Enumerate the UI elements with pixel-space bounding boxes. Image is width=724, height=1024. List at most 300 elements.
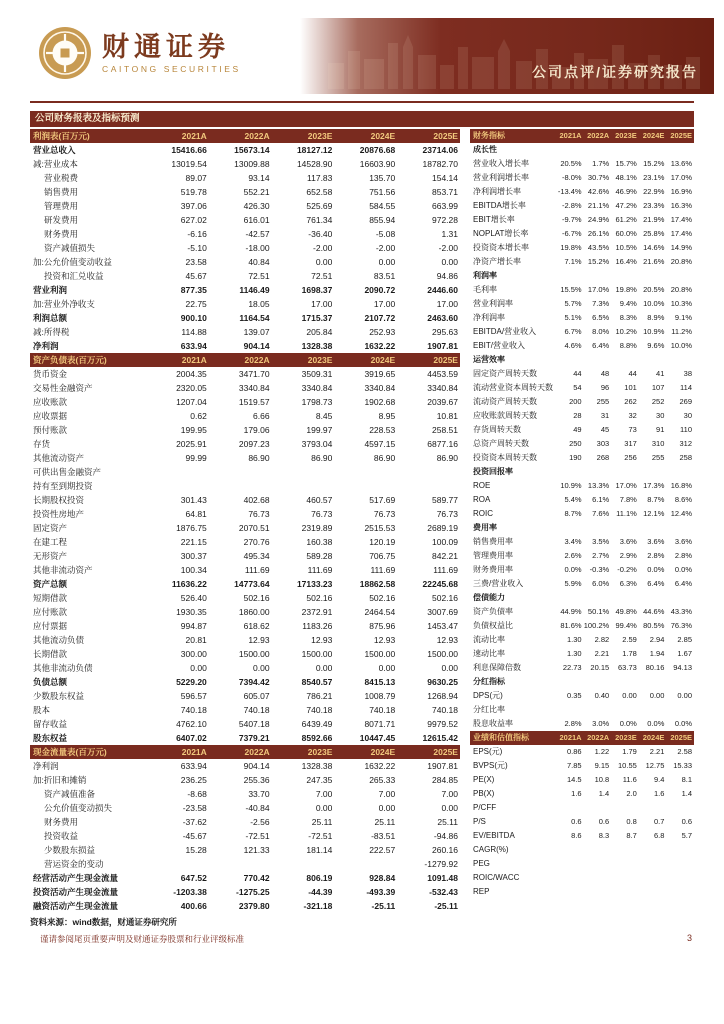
cell-value: 252.93: [369, 327, 396, 337]
cell-value: 26.1%: [587, 229, 610, 238]
cell-value: 751.56: [369, 187, 396, 197]
cell-value: 525.69: [306, 201, 333, 211]
cell-value: 3340.84: [301, 383, 333, 393]
cell-value: 11.2%: [671, 327, 692, 336]
cell-value: [666, 675, 694, 689]
table-row: [30, 577, 460, 591]
cell-value: [666, 269, 694, 283]
table-row: [30, 479, 460, 493]
cell-value: [584, 843, 612, 857]
row-label: 利润率: [473, 271, 497, 280]
row-label: 其他非流动负债: [33, 663, 93, 673]
cell-value: 517.69: [369, 495, 396, 505]
cell-value: 16.4%: [615, 257, 637, 266]
cell-value: -37.62: [182, 817, 207, 827]
table-section-header-row: [470, 731, 694, 745]
row-label: 分红指标: [473, 677, 505, 686]
row-label: PB(X): [473, 789, 495, 798]
cell-value: 258: [679, 453, 692, 462]
cell-value: [584, 521, 612, 535]
cell-value: 160.38: [306, 537, 333, 547]
row-label: 其他流动负债: [33, 635, 85, 645]
cell-value: [146, 479, 209, 493]
cell-value: 111.69: [433, 565, 458, 575]
table-row: [470, 283, 694, 297]
cell-value: 7.3%: [592, 299, 610, 308]
cell-value: 5.4%: [564, 495, 582, 504]
cell-value: 0.00: [378, 257, 396, 267]
cell-value: [584, 885, 612, 899]
row-label: 可供出售金融资产: [33, 467, 102, 477]
row-label: 交易性金融资产: [33, 383, 93, 393]
cell-value: 842.21: [431, 551, 458, 561]
year-column-header: 2022A: [587, 131, 610, 140]
cell-value: 552.21: [243, 187, 270, 197]
row-label: 短期借款: [33, 593, 68, 603]
cell-value: [666, 801, 694, 815]
cell-value: 1907.81: [427, 761, 458, 771]
cell-value: [334, 857, 397, 871]
cell-value: 15.7%: [615, 159, 637, 168]
row-label: 减:营业成本: [33, 159, 78, 169]
page-title: 公司财务报表及指标预测: [30, 111, 694, 127]
cell-value: [272, 465, 335, 479]
table-row: [470, 297, 694, 311]
cell-value: 31: [600, 411, 610, 420]
cell-value: 120.19: [369, 537, 396, 547]
cell-value: 10.55: [618, 761, 637, 770]
cell-value: 2.21: [649, 747, 665, 756]
row-label: 销售费用: [44, 187, 79, 197]
cell-value: 295.63: [431, 327, 458, 337]
cell-value: 1698.37: [301, 285, 333, 295]
cell-value: 6877.16: [427, 439, 458, 449]
cell-value: 255: [651, 453, 665, 462]
cell-value: 596.57: [180, 691, 207, 701]
row-label: 营业收入增长率: [473, 159, 529, 168]
cell-value: 3.0%: [592, 719, 610, 728]
cell-value: 107: [651, 383, 665, 392]
cell-value: 48.1%: [615, 173, 637, 182]
row-label: 投资回报率: [473, 467, 513, 476]
cell-value: 9.6%: [647, 341, 665, 350]
table-row: [30, 297, 460, 311]
cell-value: 7.00: [441, 789, 458, 799]
cell-value: -5.08: [375, 229, 396, 239]
cell-value: 18127.12: [296, 145, 333, 155]
cell-value: 269: [679, 397, 692, 406]
cell-value: 1.30: [566, 635, 582, 644]
cell-value: 139.07: [243, 327, 270, 337]
table-row: [470, 871, 694, 885]
cell-value: 11.1%: [616, 509, 637, 518]
cell-value: 15.33: [673, 761, 692, 770]
row-label: REP: [473, 887, 490, 896]
cell-value: 972.28: [431, 215, 458, 225]
row-label: 加:营业外净收支: [33, 299, 95, 309]
cell-value: 400.66: [180, 901, 207, 911]
table-row: [30, 871, 460, 885]
cell-value: [397, 479, 460, 493]
cell-value: [584, 703, 612, 717]
row-label: 净利润率: [473, 313, 505, 322]
cell-value: -2.56: [250, 817, 270, 827]
cell-value: 8.3%: [619, 313, 637, 322]
cell-value: 12.4%: [670, 509, 692, 518]
cell-value: 76.73: [248, 509, 270, 519]
cell-value: 300.00: [180, 649, 207, 659]
table-row: [470, 857, 694, 871]
cell-value: 44: [628, 369, 637, 378]
cell-value: 0.0%: [674, 719, 692, 728]
table-row: [470, 619, 694, 633]
table-section-header-row: [30, 353, 460, 367]
row-label: 流动比率: [473, 635, 505, 644]
cell-value: 9.4: [653, 775, 665, 784]
cell-value: 3509.31: [301, 369, 333, 379]
cell-value: 179.06: [243, 425, 270, 435]
cell-value: [556, 801, 584, 815]
cell-value: 81.6%: [560, 621, 582, 630]
cell-value: 1091.48: [427, 873, 458, 883]
cell-value: -6.7%: [562, 229, 582, 238]
cell-value: 80.16: [645, 663, 665, 672]
cell-value: 2004.35: [176, 369, 207, 379]
cell-value: 584.55: [369, 201, 396, 211]
cell-value: -1275.25: [236, 887, 270, 897]
cell-value: 786.21: [306, 691, 333, 701]
row-label: 应付账款: [33, 607, 68, 617]
year-column-header: 2022A: [244, 355, 270, 365]
cell-value: -493.39: [366, 887, 396, 897]
cell-value: 502.16: [243, 593, 270, 603]
cell-value: 2379.80: [238, 901, 270, 911]
year-column-header: 2023E: [615, 131, 637, 140]
table-row: [30, 605, 460, 619]
cell-value: [611, 801, 639, 815]
cell-value: 1008.79: [364, 691, 396, 701]
table-row: [470, 241, 694, 255]
year-column-header: 2024E: [370, 131, 396, 141]
table-row: [30, 647, 460, 661]
row-label: 营业利润率: [473, 299, 513, 308]
cell-value: 83.51: [373, 271, 396, 281]
cell-value: 2319.89: [301, 523, 333, 533]
cell-value: [556, 465, 584, 479]
cell-value: 526.40: [180, 593, 207, 603]
cell-value: [639, 521, 667, 535]
cell-value: 205.84: [306, 327, 333, 337]
table-row: [470, 325, 694, 339]
cell-value: 8.8%: [619, 341, 637, 350]
table-row: [30, 563, 460, 577]
table-row: [30, 717, 460, 731]
page-number: 3: [686, 933, 692, 943]
cell-value: -44.39: [308, 887, 333, 897]
cell-value: 6439.49: [301, 719, 333, 729]
cell-value: 86.90: [248, 453, 270, 463]
row-label: 三费/营业收入: [473, 579, 524, 588]
row-label: CAGR(%): [473, 845, 509, 854]
cell-value: 21.9%: [643, 215, 665, 224]
cell-value: 73: [628, 425, 637, 434]
cell-value: 4.6%: [564, 341, 582, 350]
cell-value: 0.40: [594, 691, 610, 700]
cell-value: 2689.19: [427, 523, 458, 533]
cell-value: [639, 801, 667, 815]
cell-value: 268: [596, 453, 610, 462]
cell-value: 1715.37: [301, 313, 333, 323]
year-column-header: 2023E: [307, 355, 333, 365]
year-column-header: 2022A: [244, 131, 270, 141]
cell-value: [666, 885, 694, 899]
table-row: [470, 703, 694, 717]
cell-value: 33.70: [248, 789, 270, 799]
cell-value: 72.51: [311, 271, 333, 281]
cell-value: 6.5%: [592, 313, 610, 322]
table-row: [30, 843, 460, 857]
cell-value: [639, 353, 667, 367]
cell-value: 2.58: [677, 747, 692, 756]
cell-value: [611, 465, 639, 479]
table-row: [470, 437, 694, 451]
cell-value: 2.0: [626, 789, 637, 798]
table-row: [30, 829, 460, 843]
cell-value: 28: [573, 411, 582, 420]
cell-value: [666, 465, 694, 479]
metric-group-row: [470, 269, 694, 283]
row-label: NOPLAT增长率: [473, 229, 529, 238]
table-row: [470, 759, 694, 773]
table-row: [470, 199, 694, 213]
table-section-header-row: [470, 129, 694, 143]
cell-value: 8415.13: [364, 677, 396, 687]
table-row: [30, 507, 460, 521]
row-label: 资产总额: [33, 579, 68, 589]
cell-value: 199.97: [306, 425, 333, 435]
logo-name-chinese: 财通证券: [102, 32, 230, 62]
cell-value: 0.00: [622, 691, 637, 700]
cell-value: -0.2%: [617, 565, 637, 574]
cell-value: 76.73: [311, 509, 333, 519]
cell-value: -1203.38: [173, 887, 207, 897]
cell-value: 904.14: [243, 341, 270, 351]
cell-value: 18.05: [248, 299, 270, 309]
year-column-header: 2024E: [370, 747, 396, 757]
cell-value: 652.58: [306, 187, 333, 197]
row-label: 财务费用: [44, 817, 79, 827]
cell-value: 111.69: [244, 565, 270, 575]
cell-value: 740.18: [180, 705, 207, 715]
table-row: [30, 661, 460, 675]
cell-value: 0.00: [677, 691, 692, 700]
cell-value: 10.2%: [615, 327, 637, 336]
logo-text: [102, 32, 241, 74]
cell-value: 8.7%: [647, 495, 665, 504]
cell-value: 76.73: [436, 509, 458, 519]
cell-value: 3.6%: [674, 537, 692, 546]
cell-value: 0.00: [378, 803, 396, 813]
row-label: 净资产增长率: [473, 257, 521, 266]
cell-value: 23.1%: [643, 173, 665, 182]
table-row: [30, 367, 460, 381]
cell-value: 1500.00: [238, 649, 270, 659]
cell-value: 38: [683, 369, 692, 378]
cell-value: 0.35: [566, 691, 582, 700]
cell-value: 25.11: [437, 817, 458, 827]
cell-value: -40.84: [245, 803, 270, 813]
row-label: EPS(元): [473, 747, 503, 756]
table-row: [470, 605, 694, 619]
cell-value: [584, 857, 612, 871]
cell-value: 8592.66: [301, 733, 333, 743]
cell-value: 1207.04: [176, 397, 207, 407]
cell-value: 15.28: [185, 845, 207, 855]
cell-value: 17.00: [373, 299, 396, 309]
cell-value: 1907.81: [427, 341, 458, 351]
cell-value: 12.1%: [643, 509, 665, 518]
row-label: 净利润: [33, 341, 59, 351]
metric-group-row: [470, 353, 694, 367]
table-row: [30, 269, 460, 283]
table-row: [470, 829, 694, 843]
cell-value: 12.75: [645, 761, 665, 770]
table-row: [470, 451, 694, 465]
row-label: 股东权益: [33, 733, 68, 743]
cell-value: 1798.73: [301, 397, 333, 407]
row-label: 资产减值准备: [44, 789, 96, 799]
cell-value: 0.6: [598, 817, 610, 826]
row-label: ROIC: [473, 509, 493, 518]
row-label: 流动营业资本周转天数: [473, 383, 553, 392]
cell-value: 72.51: [248, 271, 270, 281]
table-row: [470, 409, 694, 423]
table-row: [30, 493, 460, 507]
table-row: [30, 283, 460, 297]
cell-value: 21.6%: [643, 257, 665, 266]
cell-value: [556, 703, 584, 717]
table-row: [470, 339, 694, 353]
cell-value: [666, 591, 694, 605]
table-row: [470, 213, 694, 227]
cell-value: 76.3%: [670, 621, 692, 630]
row-label: 其他非流动资产: [33, 565, 93, 575]
cell-value: 100.09: [431, 537, 458, 547]
cell-value: -83.51: [371, 831, 396, 841]
cell-value: 14528.90: [296, 159, 333, 169]
cell-value: 495.34: [243, 551, 270, 561]
cell-value: 8.6%: [674, 495, 692, 504]
cell-value: 2090.72: [364, 285, 396, 295]
cell-value: -2.00: [375, 243, 396, 253]
cell-value: [611, 703, 639, 717]
cell-value: 154.14: [431, 173, 458, 183]
table-row: [30, 381, 460, 395]
cell-value: 17.4%: [670, 215, 692, 224]
row-label: 分红比率: [473, 705, 505, 714]
cell-value: [272, 479, 335, 493]
cell-value: 12.93: [311, 635, 333, 645]
cell-value: 633.94: [180, 341, 207, 351]
table-row: [470, 185, 694, 199]
cell-value: 63.73: [618, 663, 637, 672]
company-logo: [38, 26, 241, 80]
cell-value: [584, 591, 612, 605]
cell-value: 17.00: [311, 299, 333, 309]
cell-value: 96: [600, 383, 610, 392]
year-column-header: 2024E: [642, 131, 665, 140]
year-column-header: 2024E: [642, 733, 665, 742]
table-row: [30, 689, 460, 703]
cell-value: 3471.70: [238, 369, 270, 379]
year-column-header: 2021A: [181, 747, 207, 757]
row-label: 其他流动资产: [33, 453, 85, 463]
cell-value: 262: [624, 397, 637, 406]
cell-value: 14773.64: [234, 579, 270, 589]
section-header-label: 业绩和估值指标: [473, 733, 529, 742]
cell-value: -8.68: [187, 789, 207, 799]
row-label: 速动比率: [473, 649, 505, 658]
table-row: [470, 815, 694, 829]
cell-value: 303: [596, 439, 610, 448]
cell-value: 647.52: [180, 873, 207, 883]
row-label: 投资和汇兑收益: [44, 271, 104, 281]
cell-value: 12.93: [248, 635, 270, 645]
row-label: 固定资产周转天数: [473, 369, 537, 378]
row-label: 资产负债率: [473, 607, 513, 616]
table-row: [30, 465, 460, 479]
cell-value: 0.0%: [619, 719, 637, 728]
cell-value: 45.67: [185, 271, 207, 281]
table-row: [30, 437, 460, 451]
cell-value: 3340.84: [238, 383, 270, 393]
cell-value: 23.3%: [643, 201, 665, 210]
row-label: 毛利率: [473, 285, 497, 294]
cell-value: 250: [569, 439, 582, 448]
cell-value: [611, 143, 639, 157]
cell-value: [584, 143, 612, 157]
cell-value: 0.00: [315, 803, 333, 813]
cell-value: 18862.58: [359, 579, 396, 589]
logo-name-english: CAITONG SECURITIES: [102, 64, 241, 74]
cell-value: 3340.84: [364, 383, 396, 393]
row-label: 股本: [33, 705, 51, 715]
cell-value: 22245.68: [422, 579, 458, 589]
row-label: EBIT/营业收入: [473, 341, 526, 350]
cell-value: [334, 465, 397, 479]
cell-value: 1.4: [681, 789, 692, 798]
cell-value: 11636.22: [171, 579, 207, 589]
cell-value: 7394.42: [238, 677, 270, 687]
cell-value: 0.0%: [647, 719, 665, 728]
cell-value: 7379.21: [238, 733, 270, 743]
row-label: 加:折旧和摊销: [33, 775, 87, 785]
row-label: 负债权益比: [473, 621, 513, 630]
row-label: 投资资本周转天数: [473, 453, 537, 462]
data-source-note: 资料来源：wind数据，财通证券研究所: [30, 917, 177, 927]
table-row: [30, 171, 460, 185]
cell-value: [584, 801, 612, 815]
cell-value: 12.93: [436, 635, 458, 645]
cell-value: [639, 885, 667, 899]
cell-value: 0.0%: [564, 565, 582, 574]
row-label: 负债总额: [33, 677, 68, 687]
cell-value: 1500.00: [301, 649, 333, 659]
cell-value: 40.84: [248, 257, 270, 267]
table-row: [470, 633, 694, 647]
cell-value: 19.8%: [615, 285, 637, 294]
cell-value: 24.9%: [587, 215, 610, 224]
